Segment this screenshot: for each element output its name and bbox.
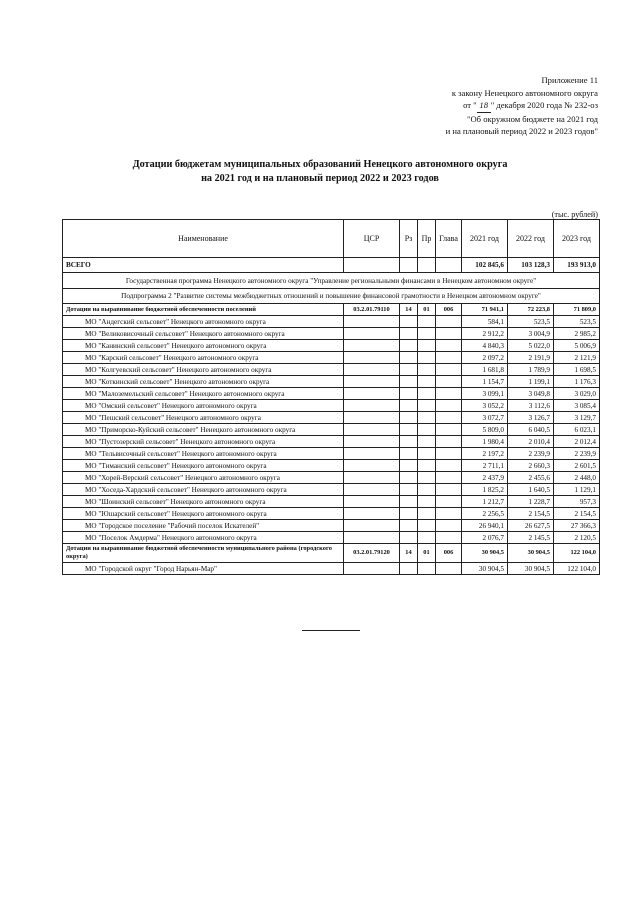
- empty-cell: [400, 532, 418, 544]
- empty-cell: [344, 424, 400, 436]
- value-2023: 3 029,0: [554, 388, 600, 400]
- empty-cell: [436, 508, 462, 520]
- empty-cell: [418, 364, 436, 376]
- group2-rz: 14: [400, 544, 418, 563]
- empty-cell: [436, 436, 462, 448]
- header-rz: Рз: [400, 220, 418, 258]
- empty-cell: [436, 340, 462, 352]
- table-row: [63, 436, 600, 448]
- value-2021: 1 681,8: [462, 364, 508, 376]
- empty-cell: [400, 364, 418, 376]
- empty-cell: [418, 388, 436, 400]
- empty-cell: [436, 484, 462, 496]
- empty-cell: [418, 436, 436, 448]
- value-2023: 1 176,3: [554, 376, 600, 388]
- empty-cell: [344, 436, 400, 448]
- header-name: Наименование: [63, 220, 344, 258]
- value-2022: 523,5: [508, 316, 554, 328]
- empty-cell: [418, 400, 436, 412]
- mo-name: МО "Тиманский сельсовет" Ненецкого автономного округа: [63, 460, 344, 472]
- value-2021: 2 097,2: [462, 352, 508, 364]
- value-2022: 1 640,5: [508, 484, 554, 496]
- empty-cell: [436, 352, 462, 364]
- value-2022: 6 040,5: [508, 424, 554, 436]
- value-2021: 3 072,7: [462, 412, 508, 424]
- empty-cell: [344, 532, 400, 544]
- empty-cell: [436, 496, 462, 508]
- value-2021: 2 437,9: [462, 472, 508, 484]
- empty-cell: [400, 496, 418, 508]
- mo-name: МО "Омский сельсовет" Ненецкого автономного округа: [63, 400, 344, 412]
- empty-cell: [418, 412, 436, 424]
- value-2023: 2 121,9: [554, 352, 600, 364]
- mo-name: МО "Коткинский сельсовет" Ненецкого автономного округа: [63, 376, 344, 388]
- empty-cell: [400, 448, 418, 460]
- empty-cell: [344, 400, 400, 412]
- table-row: [63, 388, 600, 400]
- annex-block: [446, 74, 598, 138]
- empty-cell: [436, 448, 462, 460]
- table-row: [63, 520, 600, 532]
- empty-cell: [436, 472, 462, 484]
- empty-cell: [418, 496, 436, 508]
- mo-name: МО "Хоседа-Хардский сельсовет" Ненецкого автономного округа: [63, 484, 344, 496]
- empty-cell: [418, 448, 436, 460]
- subprogram-label: Подпрограмма 2 "Развитие системы межбюджетных отношений и повышение финансовой грамотности в Ненецком автономном округе": [63, 289, 600, 304]
- table-row: [63, 316, 600, 328]
- program-row: [63, 273, 600, 289]
- group2-2022: 30 904,5: [508, 544, 554, 563]
- empty-cell: [400, 436, 418, 448]
- mo-name: МО "Юшарский сельсовет" Ненецкого автономного округа: [63, 508, 344, 520]
- total-label: ВСЕГО: [63, 258, 344, 273]
- mo-name: МО "Пустозерский сельсовет" Ненецкого автономного округа: [63, 436, 344, 448]
- table-row: [63, 460, 600, 472]
- group2-label: Дотации на выравнивание бюджетной обеспеченности муниципального района (городского округа): [63, 544, 344, 563]
- value-2021: 584,1: [462, 316, 508, 328]
- table-row: [63, 412, 600, 424]
- total-2021: 102 845,6: [462, 258, 508, 273]
- empty-cell: [436, 316, 462, 328]
- value-2023: 2 120,5: [554, 532, 600, 544]
- value-2023: 2 448,0: [554, 472, 600, 484]
- empty-cell: [400, 388, 418, 400]
- value-2022: 3 049,8: [508, 388, 554, 400]
- value-2022: 1 789,9: [508, 364, 554, 376]
- value-2021: 1 825,2: [462, 484, 508, 496]
- value-2023: 6 023,1: [554, 424, 600, 436]
- empty-cell: [344, 472, 400, 484]
- mo-name: МО "Приморско-Куйский сельсовет" Ненецкого автономного округа: [63, 424, 344, 436]
- empty-cell: [400, 563, 418, 575]
- value-2022: 2 145,5: [508, 532, 554, 544]
- group1-pr: 01: [418, 304, 436, 316]
- empty-cell: [344, 496, 400, 508]
- empty-cell: [418, 484, 436, 496]
- empty-cell: [400, 412, 418, 424]
- empty-cell: [436, 376, 462, 388]
- group1-rz: 14: [400, 304, 418, 316]
- empty-cell: [436, 424, 462, 436]
- group2-2021: 30 904,5: [462, 544, 508, 563]
- table-row: [63, 424, 600, 436]
- group1-glava: 006: [436, 304, 462, 316]
- empty-cell: [400, 400, 418, 412]
- empty-cell: [418, 520, 436, 532]
- empty-cell: [344, 508, 400, 520]
- table-row: [63, 340, 600, 352]
- mo-name: МО "Поселок Амдерма" Ненецкого автономного округа: [63, 532, 344, 544]
- empty-cell: [418, 460, 436, 472]
- empty-cell: [418, 563, 436, 575]
- value-2023: 1 129,1: [554, 484, 600, 496]
- empty-cell: [344, 352, 400, 364]
- document-title: [0, 158, 640, 186]
- mo-name: МО "Великовисочный сельсовет" Ненецкого автономного округа: [63, 328, 344, 340]
- table-row: [63, 328, 600, 340]
- value-2023: 1 698,5: [554, 364, 600, 376]
- value-2023: 957,3: [554, 496, 600, 508]
- group1-row: [63, 304, 600, 316]
- group1-csr: 03.2.01.79110: [344, 304, 400, 316]
- empty-cell: [344, 484, 400, 496]
- table-row: [63, 352, 600, 364]
- empty-cell: [344, 388, 400, 400]
- annex-line1: Приложение 11: [541, 75, 598, 85]
- group1-2022: 72 223,8: [508, 304, 554, 316]
- value-2023: 27 366,3: [554, 520, 600, 532]
- value-2022: 2 455,6: [508, 472, 554, 484]
- table-row: [63, 448, 600, 460]
- empty-cell: [400, 340, 418, 352]
- value-2022: 3 112,6: [508, 400, 554, 412]
- empty-cell: [418, 340, 436, 352]
- value-2021: 3 052,2: [462, 400, 508, 412]
- table-row: [63, 364, 600, 376]
- value-2021: 2 197,2: [462, 448, 508, 460]
- value-2021: 2 076,7: [462, 532, 508, 544]
- header-row: [63, 220, 600, 258]
- value-2022: 1 199,1: [508, 376, 554, 388]
- empty-cell: [418, 352, 436, 364]
- annex-line2: к закону Ненецкого автономного округа: [451, 87, 598, 98]
- group1-label: Дотации на выравнивание бюджетной обеспеченности поселений: [63, 304, 344, 316]
- value-2021: 5 809,0: [462, 424, 508, 436]
- header-csr: ЦСР: [344, 220, 400, 258]
- empty-cell: [344, 460, 400, 472]
- empty-cell: [344, 520, 400, 532]
- unit-label: (тыс. рублей): [551, 210, 598, 219]
- empty-cell: [344, 563, 400, 575]
- mo-name: МО "Канинский сельсовет" Ненецкого автономного округа: [63, 340, 344, 352]
- empty-cell: [400, 352, 418, 364]
- subprogram-row: [63, 289, 600, 304]
- value-2022: 2 154,5: [508, 508, 554, 520]
- value-2023: 122 104,0: [554, 563, 600, 575]
- header-2021: 2021 год: [462, 220, 508, 258]
- table-row: [63, 472, 600, 484]
- table-row: [63, 484, 600, 496]
- empty-cell: [400, 460, 418, 472]
- empty-cell: [418, 472, 436, 484]
- value-2021: 2 256,5: [462, 508, 508, 520]
- group2-row: [63, 544, 600, 563]
- empty-cell: [344, 316, 400, 328]
- annex-line3: от " 18 " декабря 2020 года № 232-оз: [446, 99, 598, 113]
- mo-name: МО "Шоинский сельсовет" Ненецкого автономного округа: [63, 496, 344, 508]
- value-2023: 2 985,2: [554, 328, 600, 340]
- value-2021: 2 912,2: [462, 328, 508, 340]
- empty-cell: [436, 328, 462, 340]
- value-2023: 2 239,9: [554, 448, 600, 460]
- value-2022: 3 126,7: [508, 412, 554, 424]
- annex-day: 18: [477, 99, 491, 113]
- empty-cell: [400, 508, 418, 520]
- empty-cell: [344, 328, 400, 340]
- title-line2: на 2021 год и на плановый период 2022 и 2023 годов: [201, 173, 439, 184]
- empty-cell: [400, 316, 418, 328]
- value-2022: 30 904,5: [508, 563, 554, 575]
- empty-cell: [344, 412, 400, 424]
- budget-table: [62, 219, 600, 575]
- value-2023: 2 601,5: [554, 460, 600, 472]
- value-2022: 2 191,9: [508, 352, 554, 364]
- group1-2021: 71 941,1: [462, 304, 508, 316]
- mo-name: МО "Пешский сельсовет" Ненецкого автономного округа: [63, 412, 344, 424]
- value-2021: 4 840,3: [462, 340, 508, 352]
- value-2021: 2 711,1: [462, 460, 508, 472]
- empty-cell: [344, 376, 400, 388]
- empty-cell: [418, 508, 436, 520]
- total-2023: 193 913,0: [554, 258, 600, 273]
- group1-2023: 71 809,0: [554, 304, 600, 316]
- empty-cell: [400, 376, 418, 388]
- value-2021: 26 940,1: [462, 520, 508, 532]
- empty-cell: [400, 472, 418, 484]
- value-2022: 2 660,3: [508, 460, 554, 472]
- title-line1: Дотации бюджетам муниципальных образований Ненецкого автономного округа: [132, 159, 508, 170]
- value-2023: 523,5: [554, 316, 600, 328]
- header-2023: 2023 год: [554, 220, 600, 258]
- empty-cell: [418, 376, 436, 388]
- empty-cell: [400, 520, 418, 532]
- table-row: [63, 532, 600, 544]
- value-2022: 5 022,0: [508, 340, 554, 352]
- empty-cell: [400, 424, 418, 436]
- value-2023: 2 012,4: [554, 436, 600, 448]
- empty-cell: [436, 412, 462, 424]
- empty-cell: [436, 388, 462, 400]
- mo-name: МО "Андегский сельсовет" Ненецкого автономного округа: [63, 316, 344, 328]
- mo-name: МО "Городской округ "Город Нарьян-Мар": [63, 563, 344, 575]
- empty-cell: [344, 340, 400, 352]
- mo-name: МО "Колгуевский сельсовет" Ненецкого автономного округа: [63, 364, 344, 376]
- value-2021: 3 099,1: [462, 388, 508, 400]
- empty-cell: [436, 400, 462, 412]
- empty-cell: [344, 364, 400, 376]
- value-2023: 3 129,7: [554, 412, 600, 424]
- total-2022: 103 128,3: [508, 258, 554, 273]
- value-2023: 3 085,4: [554, 400, 600, 412]
- group2-2023: 122 104,0: [554, 544, 600, 563]
- value-2021: 1 212,7: [462, 496, 508, 508]
- group2-glava: 006: [436, 544, 462, 563]
- group2-pr: 01: [418, 544, 436, 563]
- mo-name: МО "Хорей-Верский сельсовет" Ненецкого автономного округа: [63, 472, 344, 484]
- mo-name: МО "Тельвисочный сельсовет" Ненецкого автономного округа: [63, 448, 344, 460]
- value-2023: 5 006,9: [554, 340, 600, 352]
- value-2021: 1 154,7: [462, 376, 508, 388]
- empty-cell: [436, 532, 462, 544]
- empty-cell: [400, 484, 418, 496]
- annex-line5: и на плановый период 2022 и 2023 годов": [445, 126, 598, 137]
- header-2022: 2022 год: [508, 220, 554, 258]
- empty-cell: [436, 364, 462, 376]
- empty-cell: [418, 424, 436, 436]
- mo-name: МО "Городское поселение "Рабочий поселок Искателей": [63, 520, 344, 532]
- empty-cell: [344, 448, 400, 460]
- total-row: [63, 258, 600, 273]
- mo-name: МО "Карский сельсовет" Ненецкого автономного округа: [63, 352, 344, 364]
- value-2022: 2 239,9: [508, 448, 554, 460]
- table-row: [63, 508, 600, 520]
- value-2021: 1 980,4: [462, 436, 508, 448]
- table-row: [63, 400, 600, 412]
- empty-cell: [436, 460, 462, 472]
- empty-cell: [418, 328, 436, 340]
- empty-cell: [418, 532, 436, 544]
- mo-name: МО "Малоземельский сельсовет" Ненецкого автономного округа: [63, 388, 344, 400]
- value-2022: 1 228,7: [508, 496, 554, 508]
- table-row: [63, 496, 600, 508]
- separator-line: [302, 630, 360, 631]
- value-2022: 3 004,9: [508, 328, 554, 340]
- empty-cell: [436, 520, 462, 532]
- value-2021: 30 904,5: [462, 563, 508, 575]
- value-2022: 2 010,4: [508, 436, 554, 448]
- program-label: Государственная программа Ненецкого автономного округа "Управление региональными финансами в Ненецком автономном округе": [63, 273, 600, 289]
- table-row: [63, 376, 600, 388]
- header-pr: Пр: [418, 220, 436, 258]
- empty-cell: [418, 316, 436, 328]
- header-glava: Глава: [436, 220, 462, 258]
- annex-line4: "Об окружном бюджете на 2021 год: [466, 113, 598, 124]
- table-row: [63, 563, 600, 575]
- value-2022: 26 627,5: [508, 520, 554, 532]
- empty-cell: [436, 563, 462, 575]
- group2-csr: 03.2.01.79120: [344, 544, 400, 563]
- value-2023: 2 154,5: [554, 508, 600, 520]
- empty-cell: [400, 328, 418, 340]
